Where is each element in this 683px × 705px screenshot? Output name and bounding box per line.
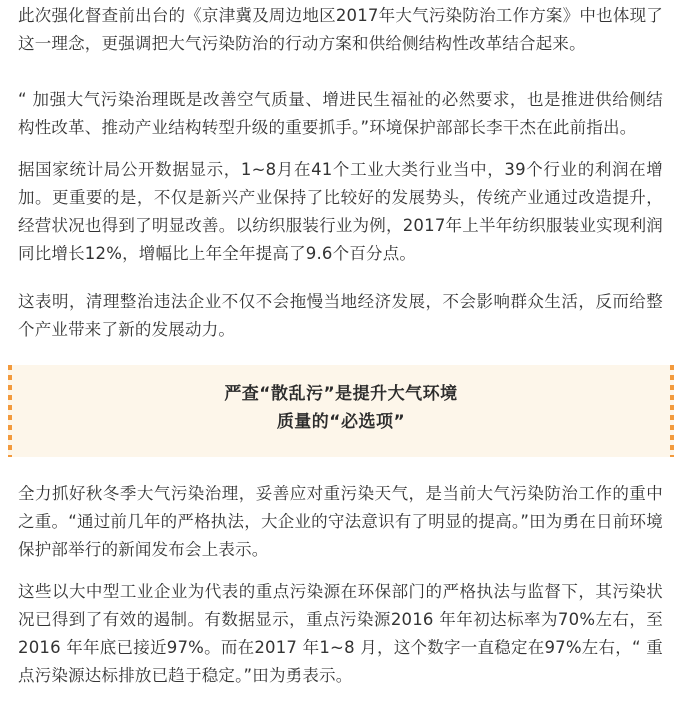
paragraph-1: 此次强化督查前出台的《京津冀及周边地区2017年大气污染防治工作方案》中也体现了这一理念，更强调把大气污染防治的行动方案和供给侧结构性改革结合起来。 — [18, 6, 663, 53]
paragraph-3: 据国家统计局公开数据显示，1~8月在41个工业大类行业当中，39个行业的利润在增加。更重要的是，不仅是新兴产业保持了比较好的发展势头，传统产业通过改造提升，经营状况也得到了明显改善。以纺织服装行业为例，2017年上半年纺织服装业实现利润同比增长12%，增幅比上年全年提高了9.6个百分点。 — [18, 160, 663, 263]
paragraph-6: 这些以大中型工业企业为代表的重点污染源在环保部门的严格执法与监督下，其污染状况已得到了有效的遏制。有数据显示，重点污染源2016 年年初达标率为70%左右，至2016 年年底已接近97%。而在2017 年1~8 月，这个数字一直稳定在97%左右，“ 重点污染源达标排放已趋于稳定。”田为勇表示。 — [18, 582, 663, 685]
paragraph-5: 全力抓好秋冬季大气污染治理，妥善应对重污染天气，是当前大气污染防治工作的重中之重。“通过前几年的严格执法，大企业的守法意识有了明显的提高。”田为勇在日前环境保护部举行的新闻发布会上表示。 — [18, 484, 663, 559]
paragraph-4: 这表明，清理整治违法企业不仅不会拖慢当地经济发展，不会影响群众生活，反而给整个产业带来了新的发展动力。 — [18, 292, 663, 339]
section-heading-box — [8, 365, 674, 457]
section-heading-line-2: 质量的“必选项” — [276, 412, 406, 432]
paragraph-2: “ 加强大气污染治理既是改善空气质量、增进民生福祉的必然要求，也是推进供给侧结构性改革、推动产业结构转型升级的重要抓手。”环境保护部部长李干杰在此前指出。 — [18, 90, 663, 137]
section-heading-line-1: 严查“散乱污”是提升大气环境 — [224, 384, 458, 404]
section-heading — [8, 380, 674, 436]
